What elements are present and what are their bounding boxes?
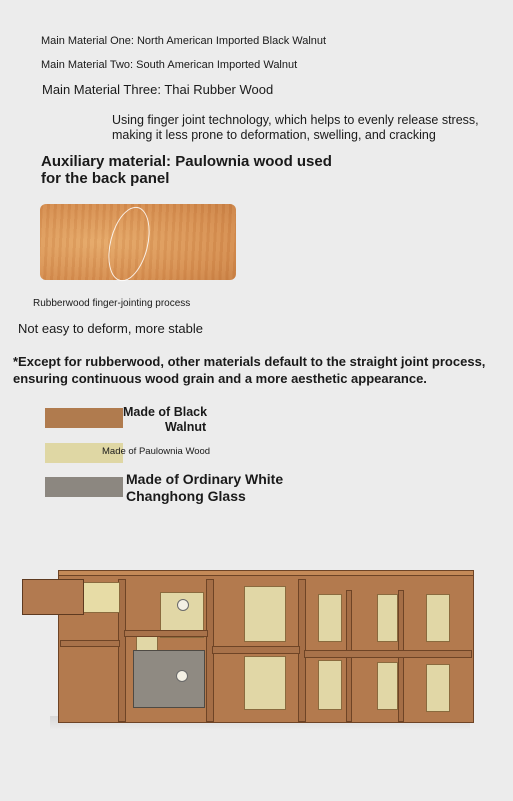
glass-door: [133, 650, 205, 708]
back-panel: [318, 594, 342, 642]
back-panel: [318, 660, 342, 710]
auxiliary-line-1: Auxiliary material: Paulownia wood used: [41, 153, 332, 170]
exception-line-1: *Except for rubberwood, other materials default to the straight joint process,: [13, 354, 486, 369]
finger-joint-line-1: Using finger joint technology, which helps to evenly release stress,: [112, 113, 479, 127]
legend-walnut-line-1: Made of Black: [123, 405, 208, 419]
main-material-one: Main Material One: North American Imported Black Walnut: [41, 35, 327, 47]
drawer-front: [22, 579, 84, 615]
auxiliary-line-2: for the back panel: [41, 170, 170, 187]
legend-glass: [126, 471, 283, 505]
finger-joint-description: [112, 113, 512, 143]
main-material-two: Main Material Two: South American Imported Walnut: [41, 59, 298, 71]
legend-walnut-line-2: Walnut: [165, 420, 207, 434]
back-panel: [244, 586, 286, 642]
sample-note: Not easy to deform, more stable: [18, 321, 203, 336]
glass-swatch: [45, 477, 123, 497]
walnut-swatch: [45, 408, 123, 428]
back-panel: [426, 594, 450, 642]
auxiliary-material: [41, 153, 332, 187]
main-material-three: Main Material Three: Thai Rubber Wood: [42, 82, 274, 97]
legend-glass-line-2: Changhong Glass: [126, 488, 246, 504]
legend-glass-line-1: Made of Ordinary White: [126, 471, 284, 487]
shelf: [212, 646, 300, 654]
shelf: [60, 640, 120, 647]
sample-caption: Rubberwood finger-jointing process: [33, 298, 191, 309]
exception-note: [13, 353, 508, 387]
exception-line-2: ensuring continuous wood grain and a more aesthetic appearance.: [13, 371, 427, 386]
legend-paulownia: Made of Paulownia Wood: [102, 446, 211, 457]
back-panel: [377, 594, 398, 642]
back-panel: [244, 656, 286, 710]
cabinet-knob-icon: [177, 599, 189, 611]
back-panel: [426, 664, 450, 712]
shelf: [304, 650, 472, 658]
back-panel: [377, 662, 398, 710]
finger-joint-line-2: making it less prone to deformation, swelling, and cracking: [112, 128, 436, 142]
shelf: [124, 630, 208, 637]
drawer-interior: [82, 582, 120, 613]
glass-door-knob-icon: [176, 670, 188, 682]
